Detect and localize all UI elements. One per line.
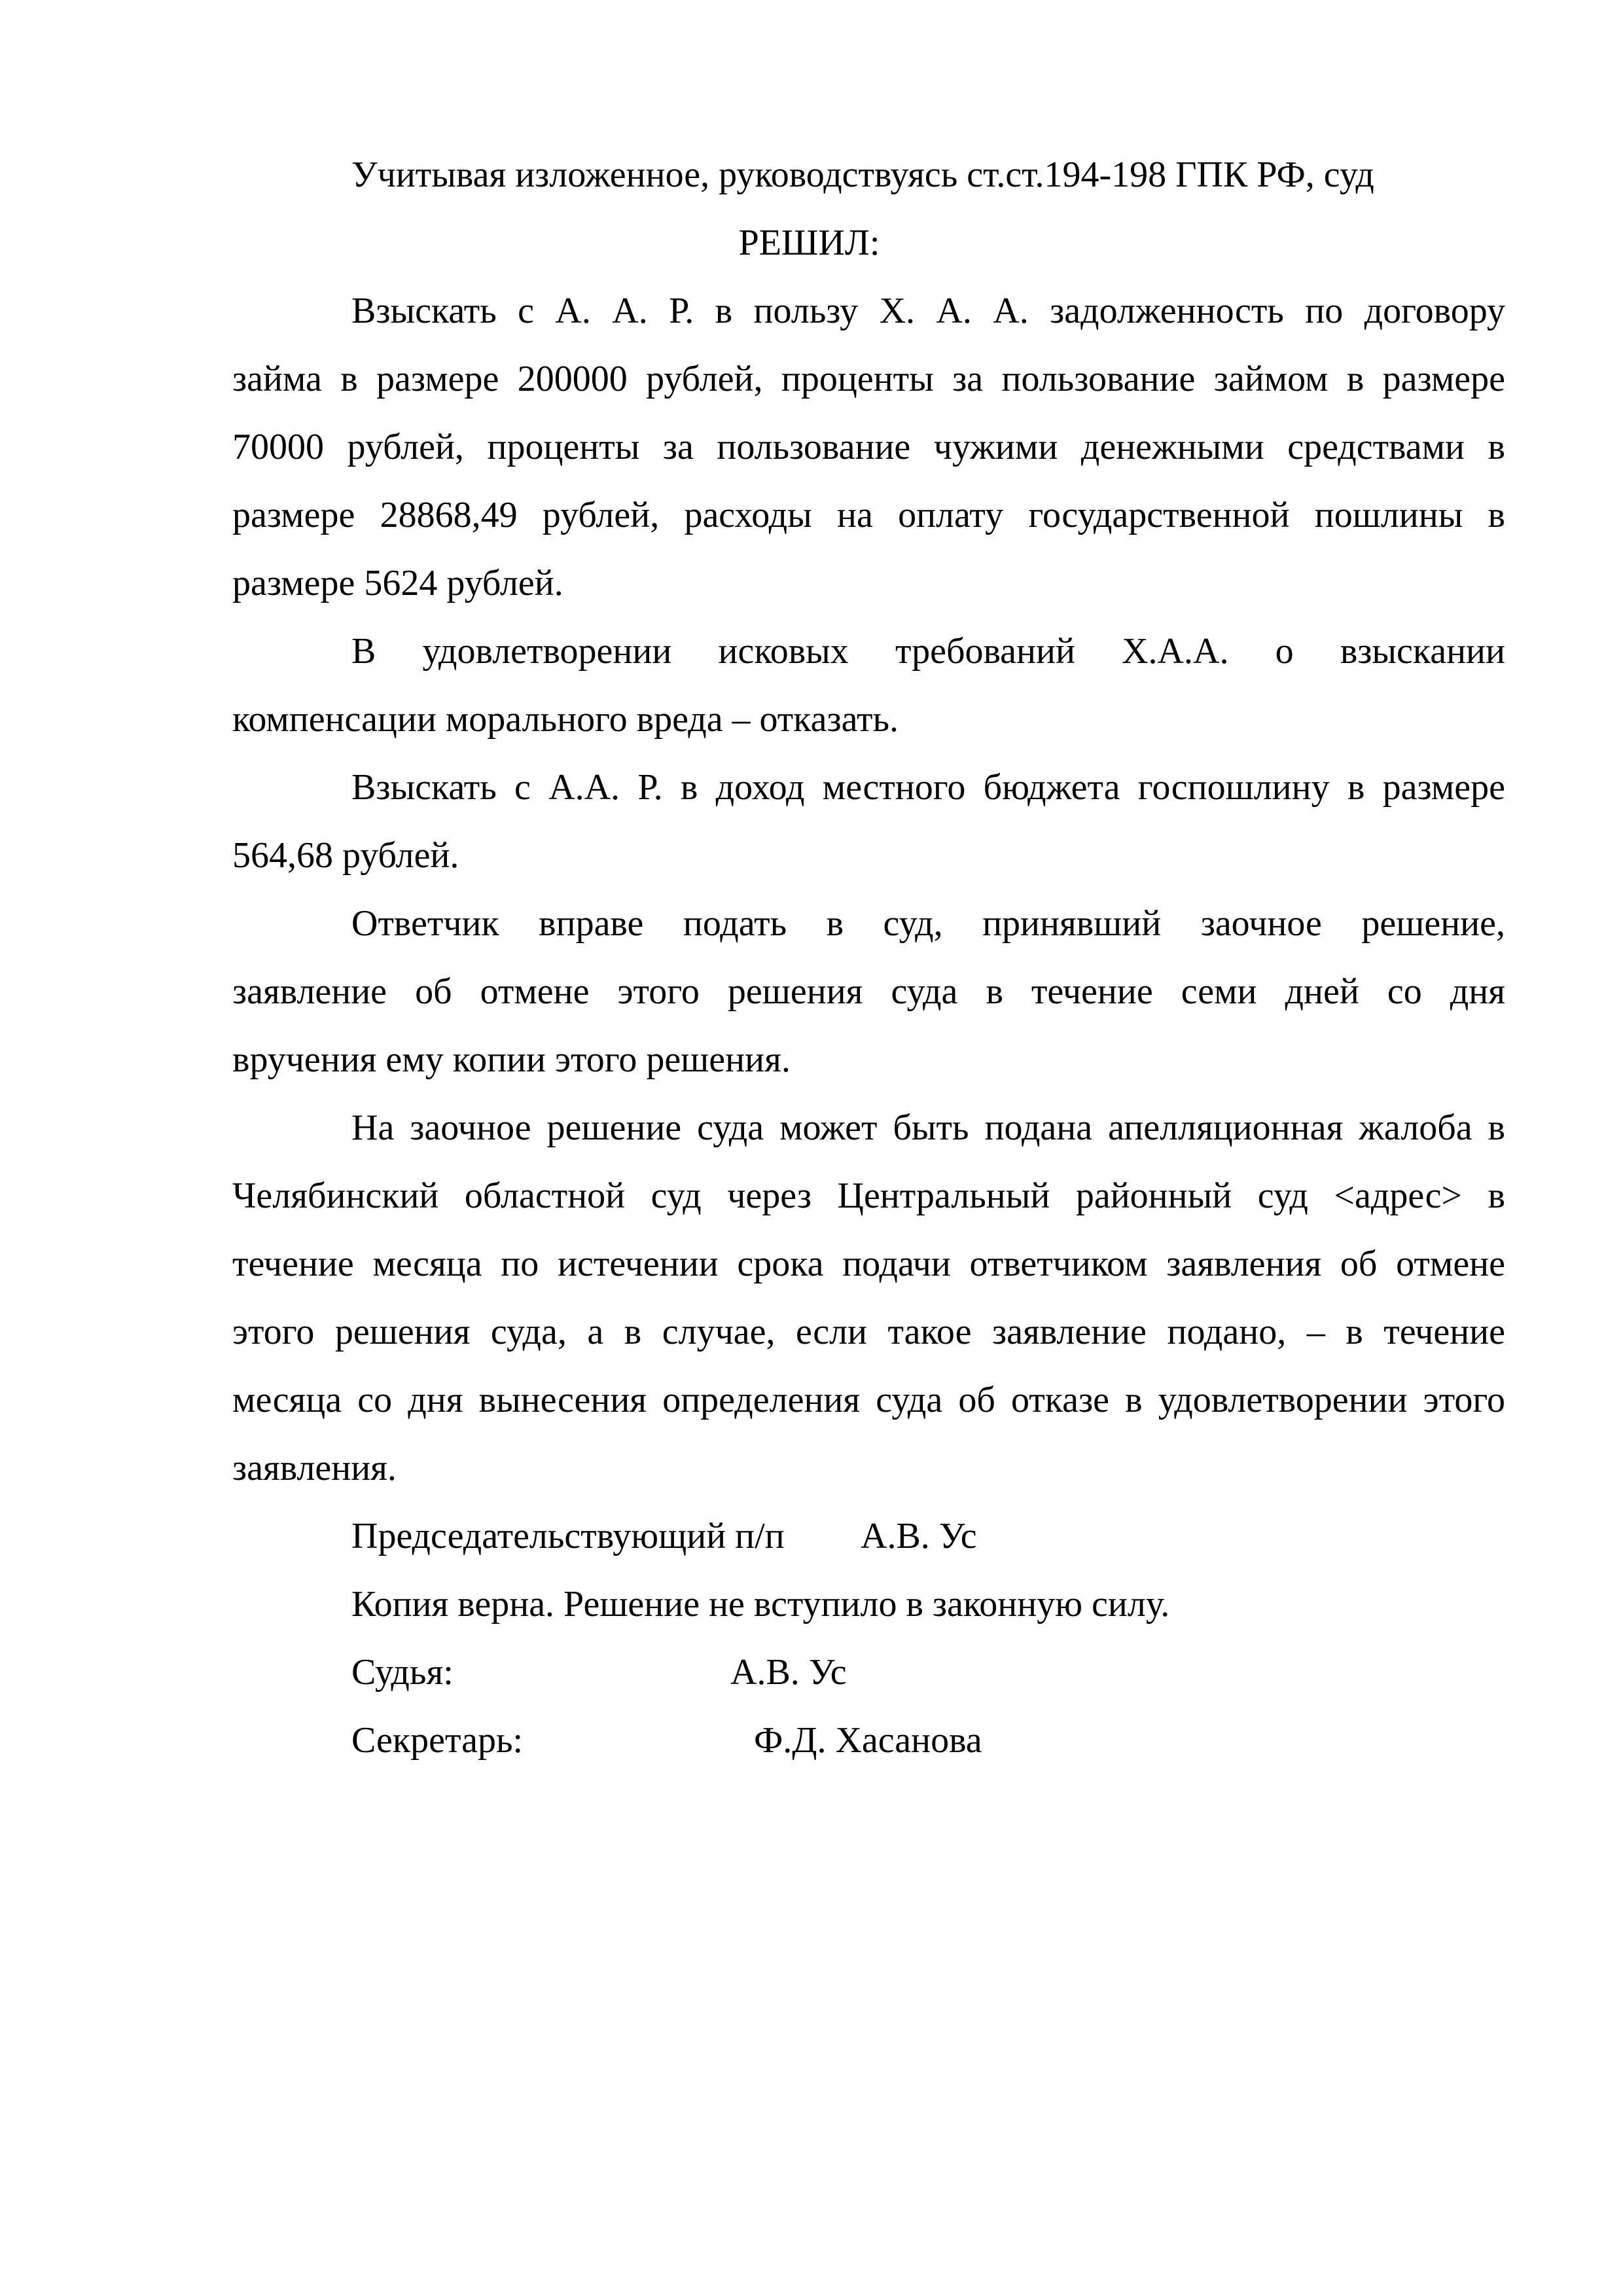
resolution-heading: РЕШИЛ:: [738, 223, 880, 263]
paragraph-debt-line: Взыскать с А. А. Р. в пользу Х. А. А. задолженность по договору: [351, 291, 1505, 331]
paragraph-appeal-line: Челябинский областной суд через Центральный районный суд <адрес> в: [232, 1175, 1505, 1216]
paragraph-appeal-line: На заочное решение суда может быть подана апелляционная жалоба в: [351, 1107, 1505, 1148]
paragraph-appeal-line: этого решения суда, а в случае, если такое заявление подано, – в течение: [232, 1312, 1505, 1352]
secretary-name: Ф.Д. Хасанова: [754, 1720, 982, 1761]
paragraph-debt-line: 70000 рублей, проценты за пользование чужими денежными средствами в: [232, 427, 1505, 467]
presiding-name: А.В. Ус: [861, 1516, 977, 1556]
judge-signature-line: [232, 1638, 1505, 1706]
presiding-label: Председательствующий п/п: [351, 1516, 785, 1556]
document-text-block: [232, 141, 1505, 1774]
paragraph-defendant-line: вручения ему копии этого решения.: [232, 1039, 791, 1080]
copy-note-line: Копия верна. Решение не вступило в законную силу.: [351, 1584, 1170, 1624]
presiding-signature-line: [232, 1502, 1505, 1570]
paragraph-moral-line: компенсации морального вреда – отказать.: [232, 699, 899, 740]
paragraph-appeal-line: течение месяца по истечении срока подачи ответчиком заявления об отмене: [232, 1244, 1505, 1284]
paragraph-defendant-line: заявление об отмене этого решения суда в течение семи дней со дня: [232, 971, 1505, 1012]
paragraph-debt-line: займа в размере 200000 рублей, проценты за пользование займом в размере: [232, 359, 1505, 399]
secretary-signature-line: [232, 1706, 1505, 1774]
paragraph-defendant-line: Ответчик вправе подать в суд, принявший заочное решение,: [351, 903, 1505, 944]
paragraph-duty-line: Взыскать с А.А. Р. в доход местного бюджета госпошлину в размере: [351, 767, 1505, 808]
judge-name: А.В. Ус: [730, 1652, 847, 1693]
paragraph-appeal-line: месяца со дня вынесения определения суда об отказе в удовлетворении этого: [232, 1380, 1505, 1420]
intro-line: Учитывая изложенное, руководствуясь ст.ст.194-198 ГПК РФ, суд: [351, 154, 1374, 195]
paragraph-appeal-line: заявления.: [232, 1448, 397, 1488]
paragraph-moral-line: В удовлетворении исковых требований Х.А.А. о взыскании: [351, 631, 1505, 672]
judge-label: Судья:: [351, 1652, 454, 1693]
paragraph-duty-line: 564,68 рублей.: [232, 835, 459, 876]
paragraph-debt-line: размере 5624 рублей.: [232, 563, 563, 603]
secretary-label: Секретарь:: [351, 1720, 524, 1761]
paragraph-debt-line: размере 28868,49 рублей, расходы на оплату государственной пошлины в: [232, 495, 1505, 535]
